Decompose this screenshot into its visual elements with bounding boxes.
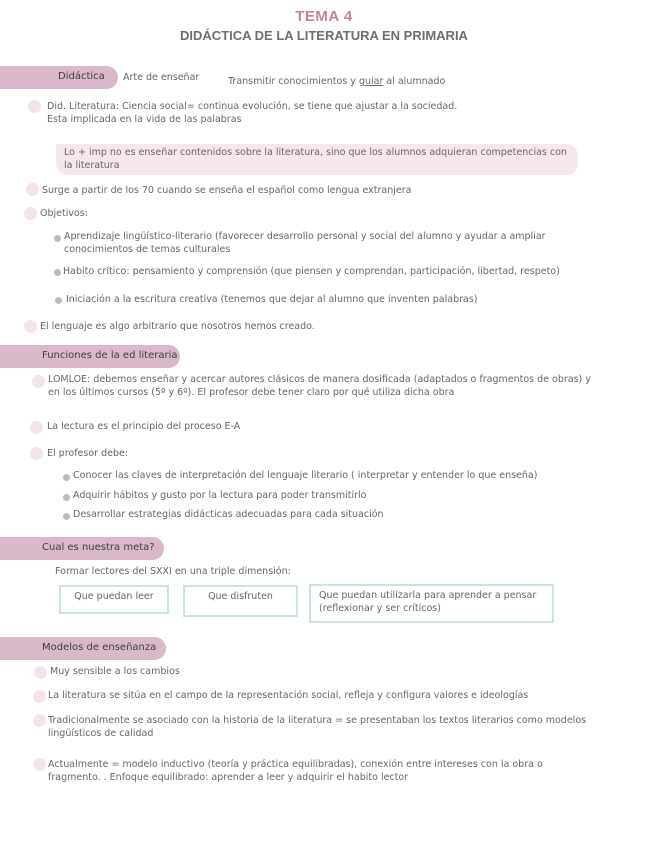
- objetivo-item: Aprendizaje lingüístico-literario (favorecer desarrollo personal y social del alumno y ayudar a ampliar conocimientos de temas culturales: [64, 231, 546, 255]
- lenguaje-text: El lenguaje es algo arbitrario que nosotros hemos creado.: [40, 321, 315, 332]
- list-bullet: [55, 297, 62, 304]
- profesor-item: Conocer las claves de interpretación del lenguaje literario ( interpretar y entender lo que enseña): [73, 470, 538, 481]
- bullet-dot: [28, 100, 41, 113]
- bullet-dot: [33, 690, 46, 703]
- modelo-item: Tradicionalmente se asociado con la historia de la literatura = se presentaban los textos literarios como modelos lingüísticos de calidad: [48, 715, 587, 739]
- list-bullet: [63, 474, 70, 481]
- bullet-dot: [26, 183, 39, 196]
- modelo-item: Muy sensible a los cambios: [50, 666, 180, 677]
- did-literatura-line2: Esta implicada en la vida de las palabras: [47, 114, 242, 125]
- objetivos-label: Objetivos:: [40, 208, 88, 219]
- modelo-item: La literatura se sitúa en el campo de la representación social, refleja y configura valores e ideologías: [48, 690, 529, 701]
- list-bullet: [63, 513, 70, 520]
- modelo-item: Actualmente = modelo inductivo (teoría y práctica equilibradas), conexión entre intereses con la obra o fragmento. . Enfoque equilibrado: aprender a leer y adquirir el habito lector: [48, 759, 543, 783]
- section-tab-modelos: Modelos de enseñanza: [0, 637, 166, 660]
- bullet-dot: [30, 421, 43, 434]
- did-literatura-line1: Did. Literatura: Ciencia social= continua evolución, se tiene que ajustar a la sociedad.: [47, 101, 458, 112]
- bullet-dot: [34, 666, 47, 679]
- profesor-item: Desarrollar estrategias didácticas adecuadas para cada situación: [73, 509, 384, 520]
- page-title: DIDÁCTICA DE LA LITERATURA EN PRIMARIA: [180, 28, 468, 43]
- meta-box-leer: Que puedan leer: [59, 585, 169, 614]
- didactica-definition: Arte de enseñar: [123, 72, 200, 83]
- section-tab-meta: Cual es nuestra meta?: [0, 537, 164, 560]
- meta-intro: Formar lectores del SXXI en una triple dimensión:: [55, 566, 291, 577]
- meta-box-pensar: Que puedan utilizarla para aprender a pensar (reflexionar y ser críticos): [309, 584, 554, 623]
- objetivo-item: Iniciación a la escritura creativa (tenemos que dejar al alumno que inventen palabras): [66, 294, 478, 305]
- section-tab-funciones: Funciones de la ed literaria: [0, 345, 180, 368]
- bullet-dot: [32, 375, 45, 388]
- bullet-dot: [24, 320, 37, 333]
- list-bullet: [63, 494, 70, 501]
- lomloe-text: LOMLOE: debemos enseñar y acercar autores clásicos de manera dosificada (adaptados o fragmentos de obras) y en los últimos cursos (5º y 6º). El profesor debe tener claro por qué utiliza dicha obra: [48, 374, 591, 398]
- bullet-dot: [24, 207, 37, 220]
- didactica-note: Transmitir conocimientos y guiar al alumnado: [228, 76, 446, 87]
- meta-box-disfruten: Que disfruten: [183, 585, 298, 617]
- list-bullet: [54, 269, 61, 276]
- bullet-dot: [33, 758, 46, 771]
- surge-text: Surge a partir de los 70 cuando se enseña el español como lengua extranjera: [42, 185, 412, 196]
- bullet-dot: [30, 447, 43, 460]
- bullet-dot: [33, 714, 46, 727]
- profesor-label: El profesor debe:: [47, 448, 129, 459]
- callout-note: Lo + imp no es enseñar contenidos sobre la literatura, sino que los alumnos adquieran competencias con la literatura: [56, 144, 578, 175]
- section-tab-didactica: Didáctica: [0, 66, 118, 89]
- lectura-text: La lectura es el principio del proceso E-A: [47, 421, 241, 432]
- list-bullet: [54, 235, 61, 242]
- page-tema: TEMA 4: [295, 8, 353, 25]
- profesor-item: Adquirir hábitos y gusto por la lectura para poder transmitirlo: [73, 490, 367, 501]
- objetivo-item: Habito crítico: pensamiento y comprensión (que piensen y comprendan, participación, libertad, respeto): [63, 266, 560, 277]
